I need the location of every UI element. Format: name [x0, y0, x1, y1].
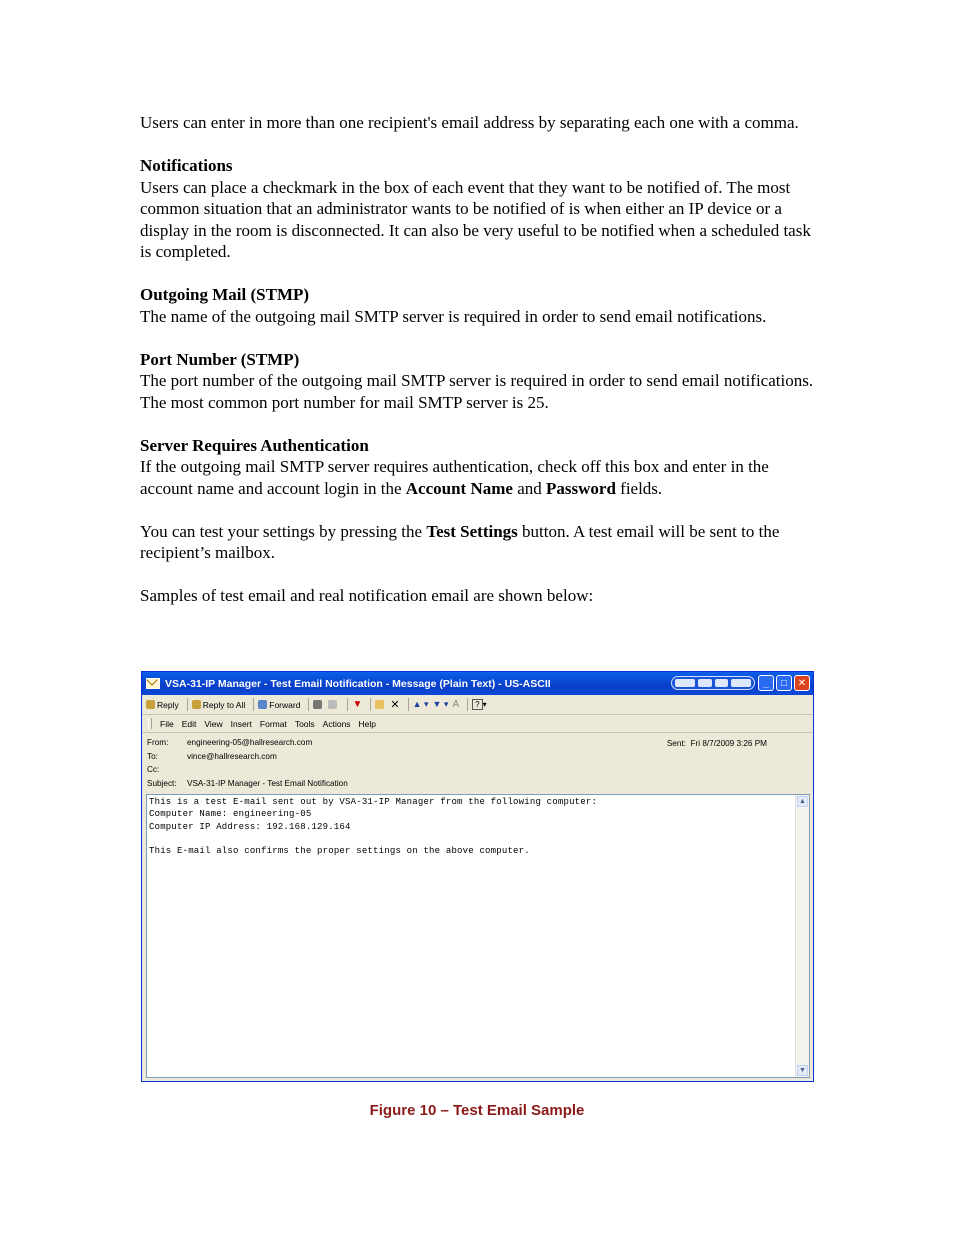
- print-button[interactable]: [313, 700, 324, 709]
- menu-format[interactable]: Format: [259, 718, 287, 729]
- font-icon: A: [452, 699, 460, 710]
- down-arrow-icon: ▼ ▾: [432, 699, 449, 709]
- from-label: From:: [147, 738, 169, 748]
- widget-segment-icon: [675, 679, 695, 687]
- notifications-heading: Notifications: [140, 156, 233, 175]
- sent-label: Sent:: [666, 739, 686, 748]
- delete-icon: ✕: [390, 699, 400, 711]
- auth-section: [140, 435, 820, 500]
- samples-paragraph: Samples of test email and real notification email are shown below:: [140, 586, 594, 605]
- message-header: [142, 733, 813, 788]
- test-settings-term: Test Settings: [426, 521, 518, 541]
- menu-insert[interactable]: Insert: [230, 718, 252, 729]
- close-button[interactable]: ✕: [794, 675, 810, 691]
- figure-caption: Figure 10 – Test Email Sample: [369, 1102, 585, 1119]
- body-line: This is a test E-mail sent out by VSA-31-IP Manager from the following computer:: [149, 797, 598, 807]
- widget-segment-icon: [731, 679, 751, 687]
- body-line: This E-mail also confirms the proper settings on the above computer.: [149, 846, 530, 857]
- outgoing-section: [140, 284, 820, 327]
- port-section: [140, 349, 820, 414]
- reply-icon: [146, 700, 155, 709]
- envelope-icon: [146, 678, 160, 689]
- reply-all-label: Reply to All: [202, 699, 246, 710]
- maximize-button[interactable]: □: [776, 675, 792, 691]
- toolbar-separator: [370, 698, 371, 711]
- delete-button[interactable]: [390, 698, 399, 711]
- auth-text-2: and: [512, 478, 546, 498]
- previous-item-button[interactable]: [413, 699, 429, 710]
- notifications-section: [140, 155, 820, 263]
- subject-value: VSA-31-IP Manager - Test Email Notification: [187, 778, 348, 788]
- menu-actions[interactable]: Actions: [322, 718, 351, 729]
- print-icon: [313, 700, 322, 709]
- flag-icon: ▼: [352, 699, 363, 710]
- scroll-up-icon[interactable]: ▲: [797, 796, 808, 807]
- menubar-grip: [148, 718, 152, 729]
- widget-segment-icon: [698, 679, 712, 687]
- to-label: To:: [147, 751, 158, 761]
- outgoing-heading: Outgoing Mail (STMP): [140, 285, 310, 304]
- move-icon: [375, 700, 384, 709]
- subject-label: Subject:: [147, 778, 177, 788]
- copy-button[interactable]: [328, 700, 339, 709]
- move-button[interactable]: [375, 700, 386, 709]
- help-button[interactable]: [472, 699, 486, 710]
- body-line: Computer IP Address: 192.168.129.164: [149, 821, 351, 832]
- menu-bar: [142, 715, 813, 733]
- auth-text-3: fields.: [615, 478, 663, 498]
- minimize-button[interactable]: _: [758, 675, 774, 691]
- forward-label: Forward: [269, 699, 301, 710]
- toolbar-separator: [187, 698, 188, 711]
- toolbar-separator: [408, 698, 409, 711]
- titlebar-widget: [671, 676, 755, 690]
- message-toolbar: [142, 695, 813, 715]
- forward-icon: [258, 700, 267, 709]
- window-title: VSA-31-IP Manager - Test Email Notification - Message (Plain Text) - US-ASCII: [165, 677, 551, 690]
- test-text-2: button. A test email will be sent to the recipient’s mailbox.: [140, 521, 780, 562]
- port-heading: Port Number (STMP): [140, 349, 300, 369]
- from-value[interactable]: engineering-05@hallresearch.com: [187, 738, 313, 748]
- toolbar-separator: [308, 698, 309, 711]
- help-icon: ?: [472, 699, 482, 710]
- widget-segment-icon: [715, 679, 729, 687]
- reply-button[interactable]: [146, 700, 179, 710]
- next-item-button[interactable]: [433, 699, 449, 710]
- copy-icon: [328, 700, 337, 709]
- font-size-button[interactable]: [452, 699, 459, 710]
- toolbar-separator: [347, 698, 348, 711]
- dropdown-arrow-icon: ▾: [482, 700, 487, 709]
- outgoing-text: The name of the outgoing mail SMTP server is required in order to send email notifications.: [140, 306, 767, 326]
- window-titlebar: [142, 672, 813, 695]
- menu-edit[interactable]: Edit: [181, 718, 197, 729]
- menu-file[interactable]: File: [160, 718, 174, 729]
- reply-all-icon: [192, 700, 201, 709]
- flag-button[interactable]: [352, 699, 362, 710]
- password-term: Password: [546, 478, 616, 498]
- document-body: [140, 112, 820, 628]
- menu-tools[interactable]: Tools: [294, 718, 315, 729]
- auth-text-1: If the outgoing mail SMTP server requires authentication, check off this box and enter in the account name and account login in the: [140, 457, 769, 498]
- reply-label: Reply: [157, 699, 179, 710]
- reply-all-button[interactable]: [192, 700, 246, 710]
- forward-button[interactable]: [258, 700, 300, 710]
- toolbar-separator: [253, 698, 254, 711]
- notifications-text: Users can place a checkmark in the box of each event that they want to be notified of. The most common situation that an administrator wants to be notified of is when either an IP device or a display in the room is disconnected. It can also be very useful to be notified when a scheduled task is completed.: [140, 177, 811, 261]
- up-arrow-icon: ▲ ▾: [412, 699, 429, 709]
- port-text: The port number of the outgoing mail SMTP server is required in order to send email notifications. The most common port number for mail SMTP server is 25.: [140, 371, 814, 412]
- menu-help[interactable]: Help: [358, 718, 377, 729]
- vertical-scrollbar[interactable]: [795, 795, 809, 1077]
- cc-label: Cc:: [147, 765, 160, 775]
- message-body[interactable]: [146, 794, 810, 1078]
- email-window-screenshot: [141, 671, 814, 1082]
- scroll-down-icon[interactable]: ▼: [797, 1065, 808, 1076]
- body-line: [149, 833, 807, 845]
- test-paragraph: [140, 521, 820, 564]
- auth-heading: Server Requires Authentication: [140, 435, 369, 455]
- to-value[interactable]: vince@hallresearch.com: [187, 751, 277, 761]
- intro-paragraph: Users can enter in more than one recipient's email address by separating each one with a comma.: [140, 113, 799, 132]
- account-name-term: Account Name: [405, 478, 513, 498]
- test-text-1: You can test your settings by pressing the: [140, 521, 427, 541]
- sent-info: [667, 739, 767, 748]
- toolbar-separator: [467, 698, 468, 711]
- sent-value: Fri 8/7/2009 3:26 PM: [690, 739, 767, 748]
- message-text: [147, 795, 809, 858]
- body-line: Computer Name: engineering-05: [149, 809, 312, 820]
- menu-view[interactable]: View: [204, 718, 223, 729]
